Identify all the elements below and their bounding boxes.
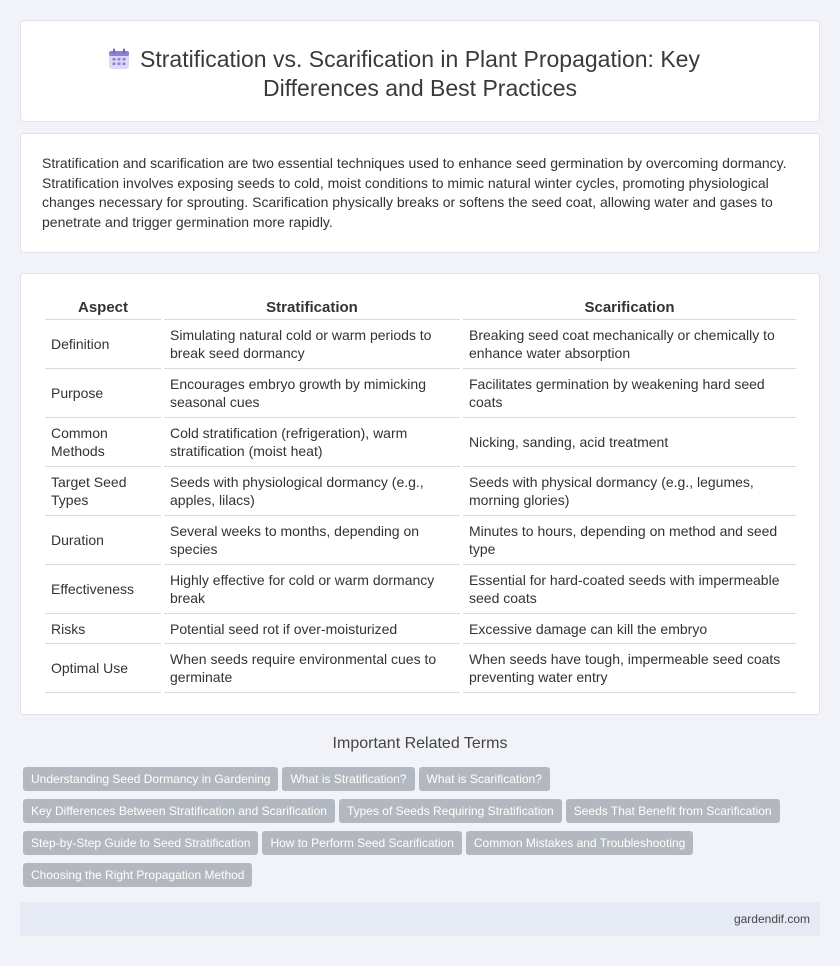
related-tag[interactable]: Choosing the Right Propagation Method — [23, 863, 252, 887]
header-aspect: Aspect — [45, 297, 161, 320]
table-row — [45, 644, 796, 693]
table-row — [45, 614, 796, 644]
row-stratification: Encourages embryo growth by mimicking seasonal cues — [164, 369, 460, 418]
related-tag[interactable]: How to Perform Seed Scarification — [262, 831, 461, 855]
row-aspect: Purpose — [45, 369, 161, 418]
related-tag[interactable]: Step-by-Step Guide to Seed Stratification — [23, 831, 258, 855]
row-scarification: Seeds with physical dormancy (e.g., legumes, morning glories) — [463, 467, 796, 516]
row-scarification: Breaking seed coat mechanically or chemically to enhance water absorption — [463, 320, 796, 369]
row-stratification: Simulating natural cold or warm periods to break seed dormancy — [164, 320, 460, 369]
row-scarification: Minutes to hours, depending on method and seed type — [463, 516, 796, 565]
related-tag[interactable]: Seeds That Benefit from Scarification — [566, 799, 780, 823]
row-aspect: Target Seed Types — [45, 467, 161, 516]
related-terms-tags — [23, 767, 813, 895]
footer-site-link[interactable]: gardendif.com — [733, 912, 810, 926]
row-scarification: Essential for hard-coated seeds with impermeable seed coats — [463, 565, 796, 614]
row-stratification: Cold stratification (refrigeration), warm stratification (moist heat) — [164, 418, 460, 467]
table-row — [45, 369, 796, 418]
related-terms-heading: Important Related Terms — [332, 735, 508, 752]
footer — [20, 902, 820, 936]
related-tag[interactable]: What is Scarification? — [419, 767, 550, 791]
comparison-table — [42, 297, 799, 693]
row-scarification: Nicking, sanding, acid treatment — [463, 418, 796, 467]
table-row — [45, 418, 796, 467]
row-stratification: Highly effective for cold or warm dormancy break — [164, 565, 460, 614]
row-aspect: Definition — [45, 320, 161, 369]
related-tag[interactable]: Key Differences Between Stratification and Scarification — [23, 799, 335, 823]
header-stratification: Stratification — [164, 297, 460, 320]
row-stratification: Potential seed rot if over-moisturized — [164, 614, 460, 644]
row-aspect: Common Methods — [45, 418, 161, 467]
row-aspect: Risks — [45, 614, 161, 644]
table-header-row — [45, 297, 796, 320]
row-stratification: When seeds require environmental cues to germinate — [164, 644, 460, 693]
row-scarification: Facilitates germination by weakening hard seed coats — [463, 369, 796, 418]
table-row — [45, 516, 796, 565]
table-row — [45, 320, 796, 369]
row-aspect: Optimal Use — [45, 644, 161, 693]
related-tag[interactable]: What is Stratification? — [282, 767, 414, 791]
row-scarification: Excessive damage can kill the embryo — [463, 614, 796, 644]
table-row — [45, 467, 796, 516]
row-aspect: Effectiveness — [45, 565, 161, 614]
title-card — [20, 20, 820, 122]
intro-card — [20, 133, 820, 253]
intro-paragraph: Stratification and scarification are two essential techniques used to enhance seed germination by overcoming dormancy. Stratification involves exposing seeds to cold, moist conditions to mimic natural winter cycles, promoting physiological changes necessary for sprouting. Scarification physically breaks or softens the seed coat, allowing water and gases to penetrate and trigger germination more rapidly. — [42, 155, 787, 230]
comparison-table-card — [20, 273, 820, 715]
related-tag[interactable]: Understanding Seed Dormancy in Gardening — [23, 767, 278, 791]
row-stratification: Seeds with physiological dormancy (e.g., apples, lilacs) — [164, 467, 460, 516]
related-tag[interactable]: Common Mistakes and Troubleshooting — [466, 831, 693, 855]
table-row — [45, 565, 796, 614]
row-stratification: Several weeks to months, depending on species — [164, 516, 460, 565]
header-scarification: Scarification — [463, 297, 796, 320]
row-scarification: When seeds have tough, impermeable seed coats preventing water entry — [463, 644, 796, 693]
related-tag[interactable]: Types of Seeds Requiring Stratification — [339, 799, 562, 823]
page-title: Stratification vs. Scarification in Plant Propagation: Key Differences and Best Practices — [140, 46, 700, 101]
row-aspect: Duration — [45, 516, 161, 565]
